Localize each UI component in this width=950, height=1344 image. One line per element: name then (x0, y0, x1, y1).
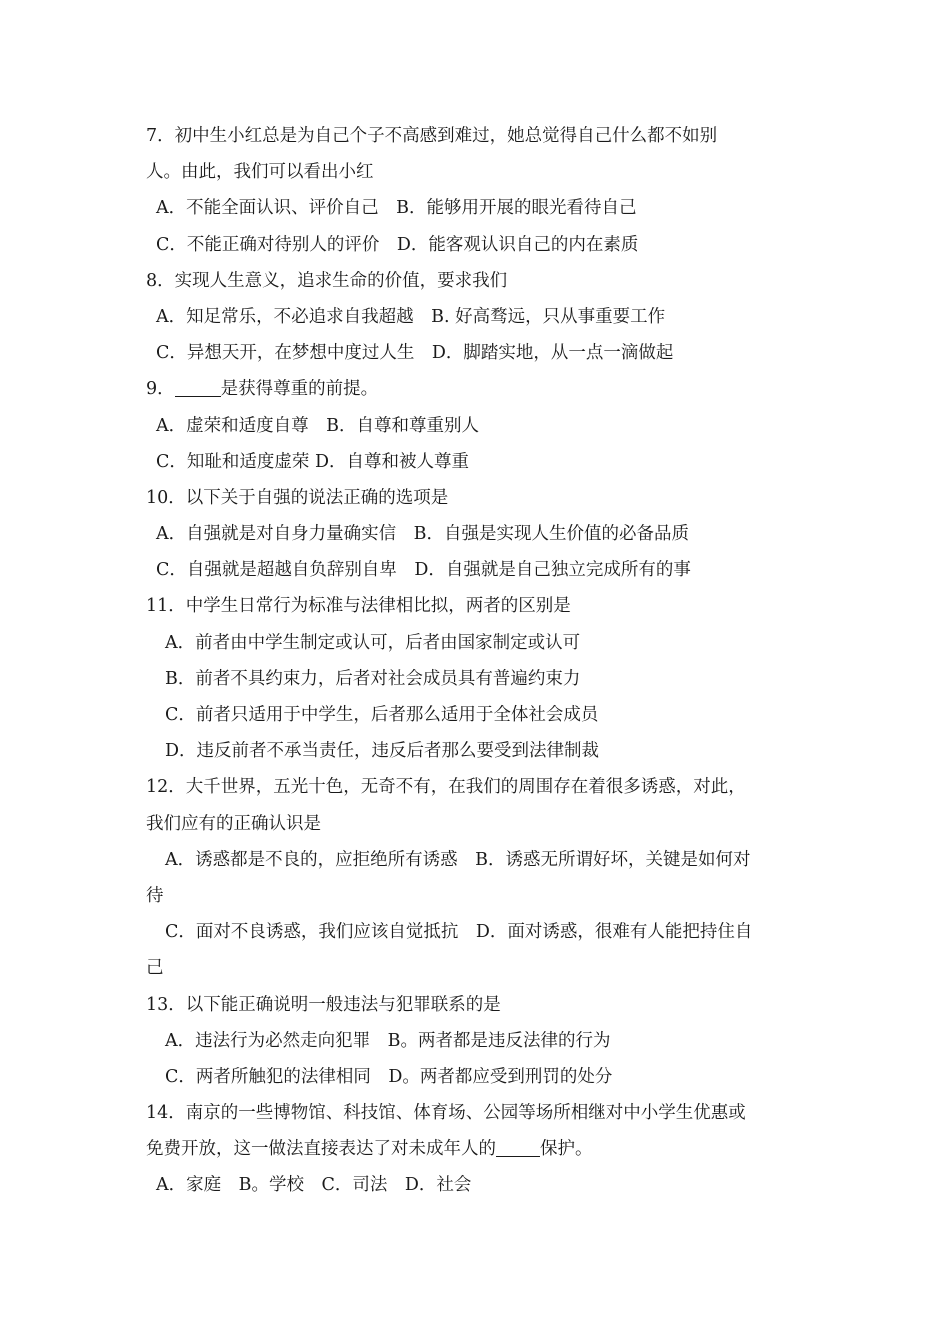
q11-option-b: B．前者不具约束力，后者对社会成员具有普遍约束力 (165, 668, 581, 689)
q12-options-cd-continued: 己 (146, 958, 164, 979)
q9-stem (146, 371, 826, 407)
q8-stem: 8．实现人生意义，追求生命的价值，要求我们 (146, 270, 508, 291)
q10-options-ab: A．自强就是对自身力量确实信 B．自强是实现人生价值的必备品质 (156, 524, 689, 545)
q7-options-cd: C．不能正确对待别人的评价 D．能客观认识自己的内在素质 (156, 234, 639, 255)
q11-option-d: D．违反前者不承当责任，违反后者那么要受到法律制裁 (165, 741, 600, 762)
q7-stem-line-1: 7．初中生小红总是为自己个子不高感到难过，她总觉得自己什么都不如别 (146, 126, 718, 146)
q12-options-ab: A．诱惑都是不良的，应拒绝所有诱惑 B．诱惑无所谓好坏，关键是如何对 (165, 849, 751, 870)
q13-options-cd: C．两者所触犯的法律相同 D。两者都应受到刑罚的处分 (165, 1066, 613, 1087)
q10-options-cd: C．自强就是超越自负辞别自卑 D．自强就是自己独立完成所有的事 (156, 560, 691, 581)
q13-options-ab: A．违法行为必然走向犯罪 B。两者都是违反法律的行为 (165, 1030, 611, 1051)
q14-stem-line-1: 14．南京的一些博物馆、科技馆、体育场、公园等场所相继对中小学生优惠或 (146, 1103, 746, 1124)
q14-answer-blank (496, 1134, 540, 1157)
q9-answer-blank (175, 374, 221, 397)
q12-options-ab-continued: 待 (146, 885, 164, 906)
q14-stem-text-after: 保护。 (540, 1139, 593, 1160)
q9-stem-text: 是获得尊重的前提。 (220, 379, 379, 400)
q7-options-ab: A．不能全面认识、评价自己 B．能够用开展的眼光看待自己 (156, 198, 637, 219)
q7-stem-line-2: 人。由此，我们可以看出小红 (146, 162, 374, 183)
q12-options-cd: C．面对不良诱惑，我们应该自觉抵抗 D．面对诱惑，很难有人能把持住自 (165, 922, 753, 943)
q8-options-cd: C．异想天开，在梦想中度过人生 D．脚踏实地，从一点一滴做起 (156, 343, 674, 364)
q8-options-ab: A．知足常乐，不必追求自我超越 B. 好高骛远，只从事重要工作 (156, 306, 666, 327)
q9-options-ab: A．虚荣和适度自尊 B．自尊和尊重别人 (156, 415, 479, 436)
q9-options-cd: C．知耻和适度虚荣 D．自尊和被人尊重 (156, 451, 469, 472)
q9-number: 9． (146, 379, 175, 400)
q12-stem-line-2: 我们应有的正确认识是 (146, 813, 321, 834)
q14-options: A．家庭 B。学校 C．司法 D．社会 (156, 1175, 472, 1196)
q11-option-a: A．前者由中学生制定或认可，后者由国家制定或认可 (165, 632, 581, 653)
q14-stem-text-before: 免费开放，这一做法直接表达了对未成年人的 (146, 1139, 496, 1160)
q13-stem: 13．以下能正确说明一般违法与犯罪联系的是 (146, 994, 501, 1015)
q14-stem-line-2 (146, 1131, 826, 1167)
q11-stem: 11．中学生日常行为标准与法律相比拟，两者的区别是 (146, 596, 571, 617)
q11-option-c: C．前者只适用于中学生，后者那么适用于全体社会成员 (165, 705, 599, 725)
q12-stem-line-1: 12．大千世界，五光十色，无奇不有，在我们的周围存在着很多诱惑，对此， (146, 777, 746, 798)
q10-stem: 10．以下关于自强的说法正确的选项是 (146, 487, 449, 508)
question-list (146, 118, 826, 1204)
